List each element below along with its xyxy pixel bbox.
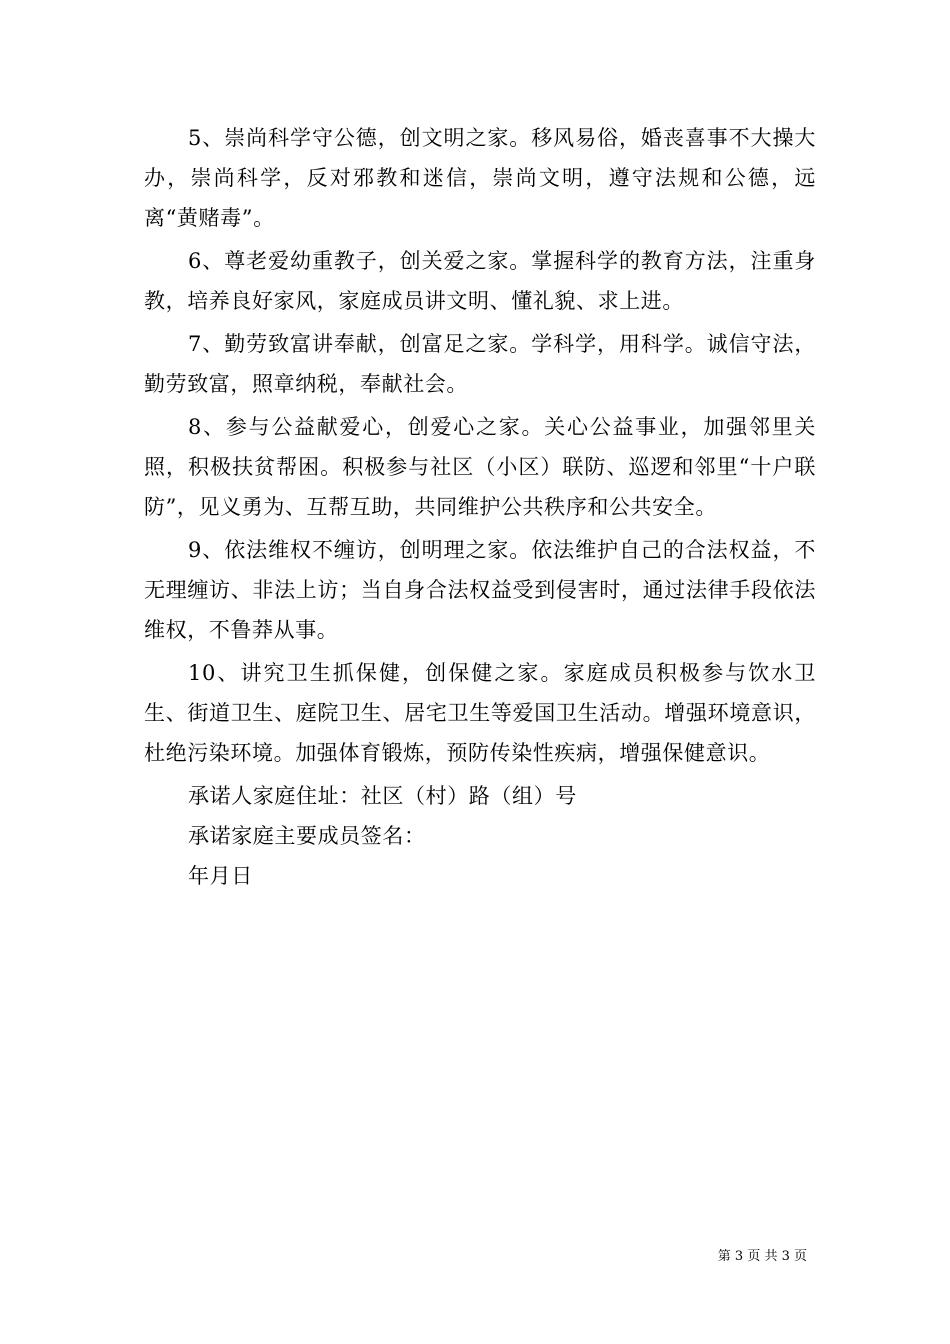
paragraph-item-9: 9、依法维权不缠访，创明理之家。依法维护自己的合法权益，不无理缠访、非法上访；当自身合法权益受到侵害时，通过法律手段依法维权，不鲁莽从事。 <box>144 538 816 642</box>
paragraph-item-5: 5、崇尚科学守公德，创文明之家。移风易俗，婚丧喜事不大操大办，崇尚科学，反对邪教和迷信，崇尚文明，遵守法规和公德，远离“黄赌毒”。 <box>144 126 816 230</box>
page-number-footer: 第 3 页 共 3 页 <box>717 1249 807 1264</box>
paragraph-item-7: 7、勤劳致富讲奉献，创富足之家。学科学，用科学。诚信守法，勤劳致富，照章纳税，奉献社会。 <box>144 332 816 396</box>
paragraph-item-6: 6、尊老爱幼重教子，创关爱之家。掌握科学的教育方法，注重身教，培养良好家风，家庭成员讲文明、懂礼貌、求上进。 <box>144 249 816 313</box>
paragraph-item-10: 10、讲究卫生抓保健，创保健之家。家庭成员积极参与饮水卫生、街道卫生、庭院卫生、居宅卫生等爱国卫生活动。增强环境意识，杜绝污染环境。加强体育锻炼，预防传染性疾病，增强保健意识。 <box>144 661 816 765</box>
signature-members-line: 承诺家庭主要成员签名： <box>188 824 426 848</box>
signature-address-line: 承诺人家庭住址：社区（村）路（组）号 <box>188 784 577 808</box>
document-body <box>144 118 816 896</box>
signature-date-line: 年月日 <box>188 864 253 888</box>
paragraph-item-8: 8、参与公益献爱心，创爱心之家。关心公益事业，加强邻里关照，积极扶贫帮困。积极参与社区（小区）联防、巡逻和邻里“十户联防”，见义勇为、互帮互助，共同维护公共秩序和公共安全。 <box>144 415 816 519</box>
